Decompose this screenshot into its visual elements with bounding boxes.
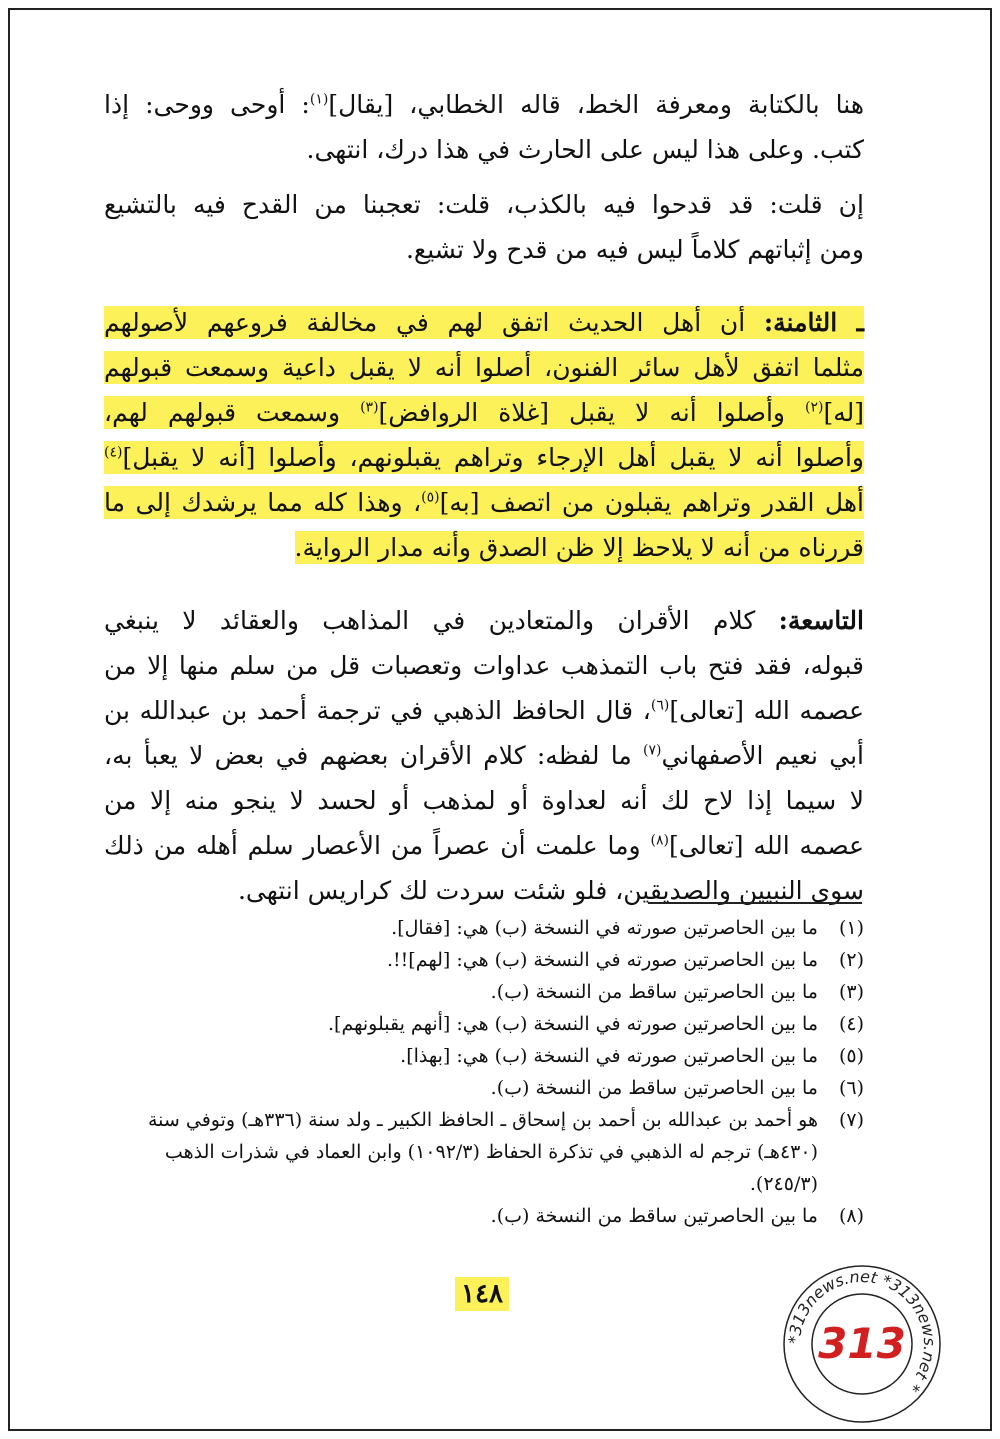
footnote-ref[interactable]: (٦)	[650, 697, 670, 714]
footnote-item	[104, 1104, 864, 1200]
footnote-number: (٣)	[838, 981, 864, 1003]
footnote-text: ما بين الحاصرتين ساقط من النسخة (ب).	[490, 1077, 818, 1099]
footnote-text: ما بين الحاصرتين صورته في النسخة (ب) هي: [بهذا].	[400, 1045, 818, 1067]
stamp-number: 313	[818, 1319, 906, 1368]
paragraph-eighth	[104, 300, 864, 570]
footnote-item	[104, 1040, 864, 1072]
text-line: عصمه الله [تعالى]$^{(٨)}$ وما علمت أن عصراً من الأعصار سلم أهله من ذلك	[104, 831, 864, 860]
section-lead: التاسعة:	[778, 606, 864, 635]
footnote-number: (٦)	[838, 1077, 864, 1099]
footnote-number: (٢)	[838, 949, 864, 971]
footnote-ref[interactable]: (٨)	[650, 832, 669, 849]
footnote-text: ما بين الحاصرتين ساقط من النسخة (ب).	[490, 981, 818, 1003]
footnote-item	[104, 944, 864, 976]
text-line: مثلما اتفق لأهل سائر الفنون، أصلوا أنه لا يقبل داعية وسمعت قبولهم	[104, 353, 864, 382]
text-line: سوى النبيين والصديقين، فلو شئت سردت لك كراريس انتهى.	[237, 876, 864, 905]
footnote-divider	[648, 902, 862, 904]
footnote-item	[104, 976, 864, 1008]
footnote-ref[interactable]: (٢)	[805, 399, 824, 416]
paragraph-1	[104, 82, 864, 172]
footnote-number: (٤)	[838, 1013, 864, 1035]
text-line: التاسعة: كلام الأقران والمتعادين في المذاهب والعقائد لا ينبغي	[104, 606, 864, 635]
text-line: ـ الثامنة: أن أهل الحديث اتفق لهم في مخالفة فروعهم لأصولهم	[104, 308, 865, 337]
text-line: إن قلت: قد قدحوا فيه بالكذب، قلت: تعجبنا من القدح فيه بالتشيع	[104, 190, 864, 219]
main-text	[104, 82, 864, 913]
footnote-ref[interactable]: (٧)	[643, 742, 662, 759]
text-line: أهل القدر وتراهم يقبلون من اتصف [به]$^{(٥)}$، وهذا كله مما يرشدك إلى ما	[104, 488, 864, 517]
paragraph-2	[104, 182, 864, 272]
footnote-ref[interactable]: (٥)	[421, 489, 440, 506]
paragraph-ninth	[104, 598, 864, 913]
text-line: [له]$^{(٢)}$ وأصلوا أنه لا يقبل [غلاة الروافض]$^{(٣)}$ وسمعت قبولهم لهم،	[104, 398, 864, 427]
footnote-ref[interactable]: (١)	[309, 91, 329, 108]
page-number: ١٤٨	[455, 1277, 509, 1311]
footnote-text: ما بين الحاصرتين صورته في النسخة (ب) هي: [أنهم يقبلونهم].	[328, 1013, 818, 1035]
stamp-ring-text: *313news.net *313news.net *	[784, 1266, 940, 1396]
text-line: لا سيما إذا لاح لك أنه لعداوة أو لمذهب أو لحسد لا ينجو منه إلا من	[104, 786, 864, 815]
footnote-item	[104, 1072, 864, 1104]
footnote-number: (٨)	[838, 1205, 864, 1227]
footnote-number: (٧)	[838, 1109, 864, 1131]
footnote-text: ما بين الحاصرتين صورته في النسخة (ب) هي: [فقال].	[391, 917, 818, 939]
footnote-text: هو أحمد بن عبدالله بن أحمد بن إسحاق ـ الحافظ الكبير ـ ولد سنة (٣٣٦هـ) وتوفي سنة (٤٣٠هـ) ترجم له الذهبي في تذكرة الحفاظ (١٠٩٢/٣) وابن العماد في شذرات الذهب (٢٤٥/٣).	[147, 1109, 818, 1195]
footnote-item	[104, 912, 864, 944]
footnote-ref[interactable]: (٤)	[104, 444, 123, 461]
footnote-ref[interactable]: (٣)	[360, 399, 379, 416]
text-line: وأصلوا أنه لا يقبل أهل الإرجاء وتراهم يقبلونهم، وأصلوا [أنه لا يقبل]$^{(٤)}$	[104, 443, 864, 472]
text-line: هنا بالكتابة ومعرفة الخط، قاله الخطابي، [يقال]$^{(١)}$: أوحى ووحى: إذا	[104, 90, 864, 119]
text-line: قبوله، فقد فتح باب التمذهب عداوات وتعصبات قل من سلم منها إلا من	[104, 651, 864, 680]
section-lead: ـ الثامنة:	[763, 308, 865, 337]
text-line: عصمه الله [تعالى]$^{(٦)}$، قال الحافظ الذهبي في ترجمة أحمد بن عبدالله بن	[104, 696, 865, 725]
footnote-number: (١)	[838, 917, 864, 939]
text-line: أبي نعيم الأصفهاني$^{(٧)}$ ما لفظه: كلام الأقران بعضهم في بعض لا يعبأ به،	[104, 741, 864, 770]
footnote-item	[104, 1008, 864, 1040]
text-line: ومن إثباتهم كلاماً ليس فيه من قدح ولا تشيع.	[405, 235, 864, 264]
watermark-stamp	[780, 1262, 944, 1426]
footnote-item	[104, 1200, 864, 1232]
footnote-text: ما بين الحاصرتين ساقط من النسخة (ب).	[490, 1205, 818, 1227]
text-line: قررناه من أنه لا يلاحظ إلا ظن الصدق وأنه مدار الرواية.	[294, 533, 864, 562]
footnote-number: (٥)	[838, 1045, 864, 1067]
text-line: كتب. وعلى هذا ليس على الحارث في هذا درك، انتهى.	[306, 135, 864, 164]
footnote-text: ما بين الحاصرتين صورته في النسخة (ب) هي: [لهم]!!.	[386, 949, 818, 971]
footnotes	[104, 912, 864, 1232]
